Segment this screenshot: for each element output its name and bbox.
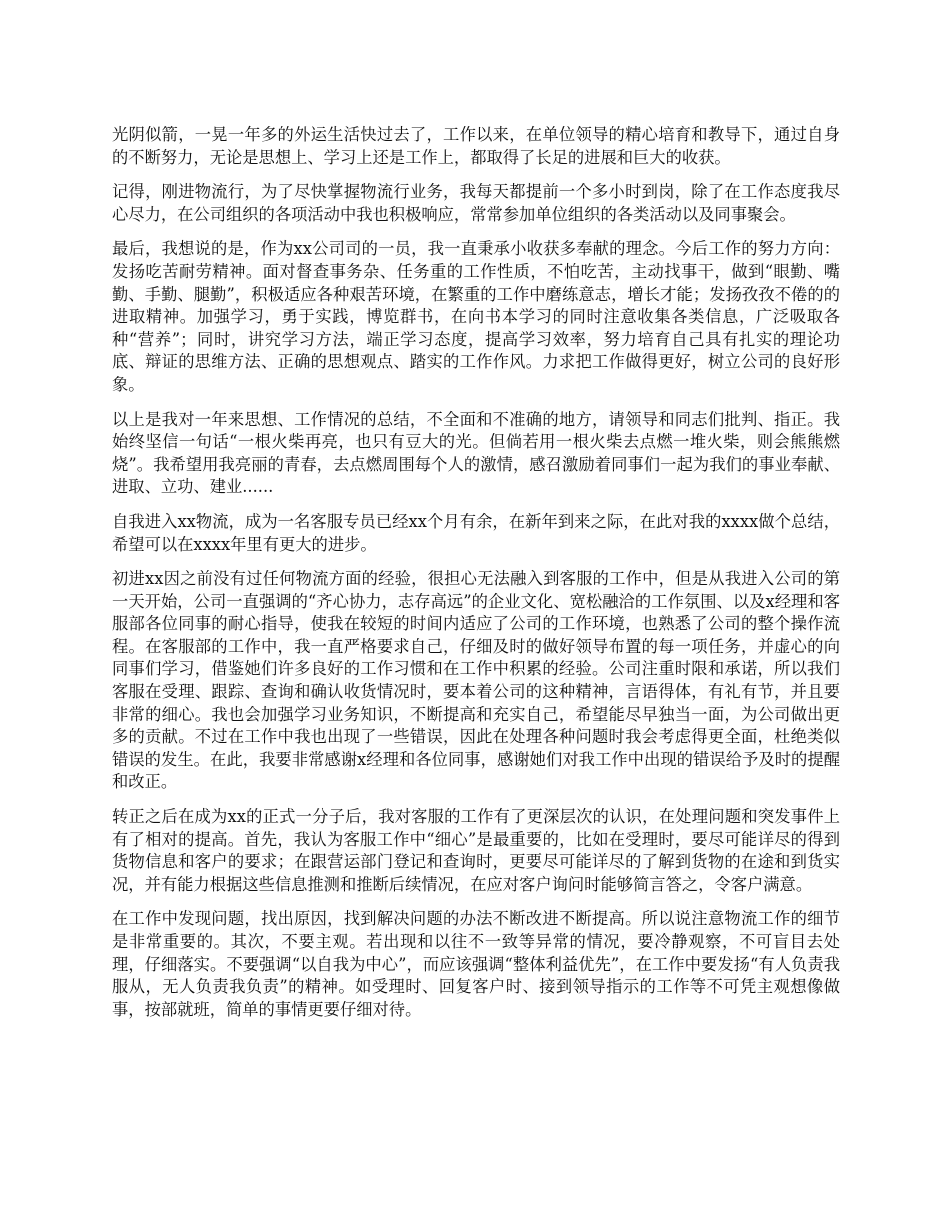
paragraph-3: 最后，我想说的是，作为xx公司司的一员，我一直秉承小收获多奉献的理念。今后工作的努力方向：发扬吃苦耐劳精神。面对督查事务杂、任务重的工作性质，不怕吃苦，主动找事干，做到“眼勤、嘴勤、手勤、腿勤”，积极适应各种艰苦环境，在繁重的工作中磨练意志，增长才能；发扬孜孜不倦的的进取精神。加强学习，勇于实践，博览群书，在向书本学习的同时注意收集各类信息，广泛吸取各种“营养”；同时，讲究学习方法，端正学习态度，提高学习效率，努力培育自己具有扎实的理论功底、辩证的思维方法、正确的思想观点、踏实的工作作风。力求把工作做得更好，树立公司的良好形象。 [112,239,840,394]
paragraph-6: 初进xx因之前没有过任何物流方面的经验，很担心无法融入到客服的工作中，但是从我进入公司的第一天开始，公司一直强调的“齐心协力，志存高远”的企业文化、宽松融洽的工作氛围、以及x经理和客服部各位同事的耐心指导，使我在较短的时间内适应了公司的工作环境，也熟悉了公司的整个操作流程。在客服部的工作中，我一直严格要求自己，仔细及时的做好领导布置的每一项任务，并虚心的向同事们学习，借鉴她们许多良好的工作习惯和在工作中积累的经验。公司注重时限和承诺，所以我们客服在受理、跟踪、查询和确认收货情况时，要本着公司的这种精神，言语得体，有礼有节，并且要非常的细心。我也会加强学习业务知识，不断提高和充实自己，希望能尽早独当一面，为公司做出更多的贡献。不过在工作中我也出现了一些错误，因此在处理各种问题时我会考虑得更全面，杜绝类似错误的发生。在此，我要非常感谢x经理和各位同事，感谢她们对我工作中出现的错误给予及时的提醒和改正。 [112,569,840,792]
document-body [112,124,840,1033]
paragraph-7: 转正之后在成为xx的正式一分子后，我对客服的工作有了更深层次的认识，在处理问题和突发事件上有了相对的提高。首先，我认为客服工作中“细心”是最重要的，比如在受理时，要尽可能详尽的得到货物信息和客户的要求；在跟营运部门登记和查询时，更要尽可能详尽的了解到货物的在途和到货实况，并有能力根据这些信息推测和推断后续情况，在应对客户询问时能够简言答之，令客户满意。 [112,807,840,894]
paragraph-2: 记得，刚进物流行，为了尽快掌握物流行业务，我每天都提前一个多小时到岗，除了在工作态度我尽心尽力，在公司组织的各项活动中我也积极响应，常常参加单位组织的各类活动以及同事聚会。 [112,182,840,224]
paragraph-5: 自我进入xx物流，成为一名客服专员已经xx个月有余，在新年到来之际，在此对我的xxxx做个总结，希望可以在xxxx年里有更大的进步。 [112,511,840,554]
paragraph-8: 在工作中发现问题，找出原因，找到解决问题的办法不断改进不断提高。所以说注意物流工作的细节是非常重要的。其次，不要主观。若出现和以往不一致等异常的情况，要冷静观察，不可盲目去处理，仔细落实。不要强调“以自我为中心”，而应该强调“整体利益优先”，在工作中要发扬“有人负责我服从，无人负责我负责”的精神。如受理时、回复客户时、接到领导指示的工作等不可凭主观想像做事，按部就班，简单的事情更要仔细对待。 [112,909,840,1019]
paragraph-4: 以上是我对一年来思想、工作情况的总结，不全面和不准确的地方，请领导和同志们批判、指正。我始终坚信一句话“一根火柴再亮，也只有豆大的光。但倘若用一根火柴去点燃一堆火柴，则会熊熊燃烧”。我希望用我亮丽的青春，去点燃周围每个人的激情，感召激励着同事们一起为我们的事业奉献、进取、立功、建业...... [112,409,840,497]
paragraph-1: 光阴似箭，一晃一年多的外运生活快过去了，工作以来，在单位领导的精心培育和教导下，通过自身的不断努力，无论是思想上、学习上还是工作上，都取得了长足的进展和巨大的收获。 [112,125,840,167]
